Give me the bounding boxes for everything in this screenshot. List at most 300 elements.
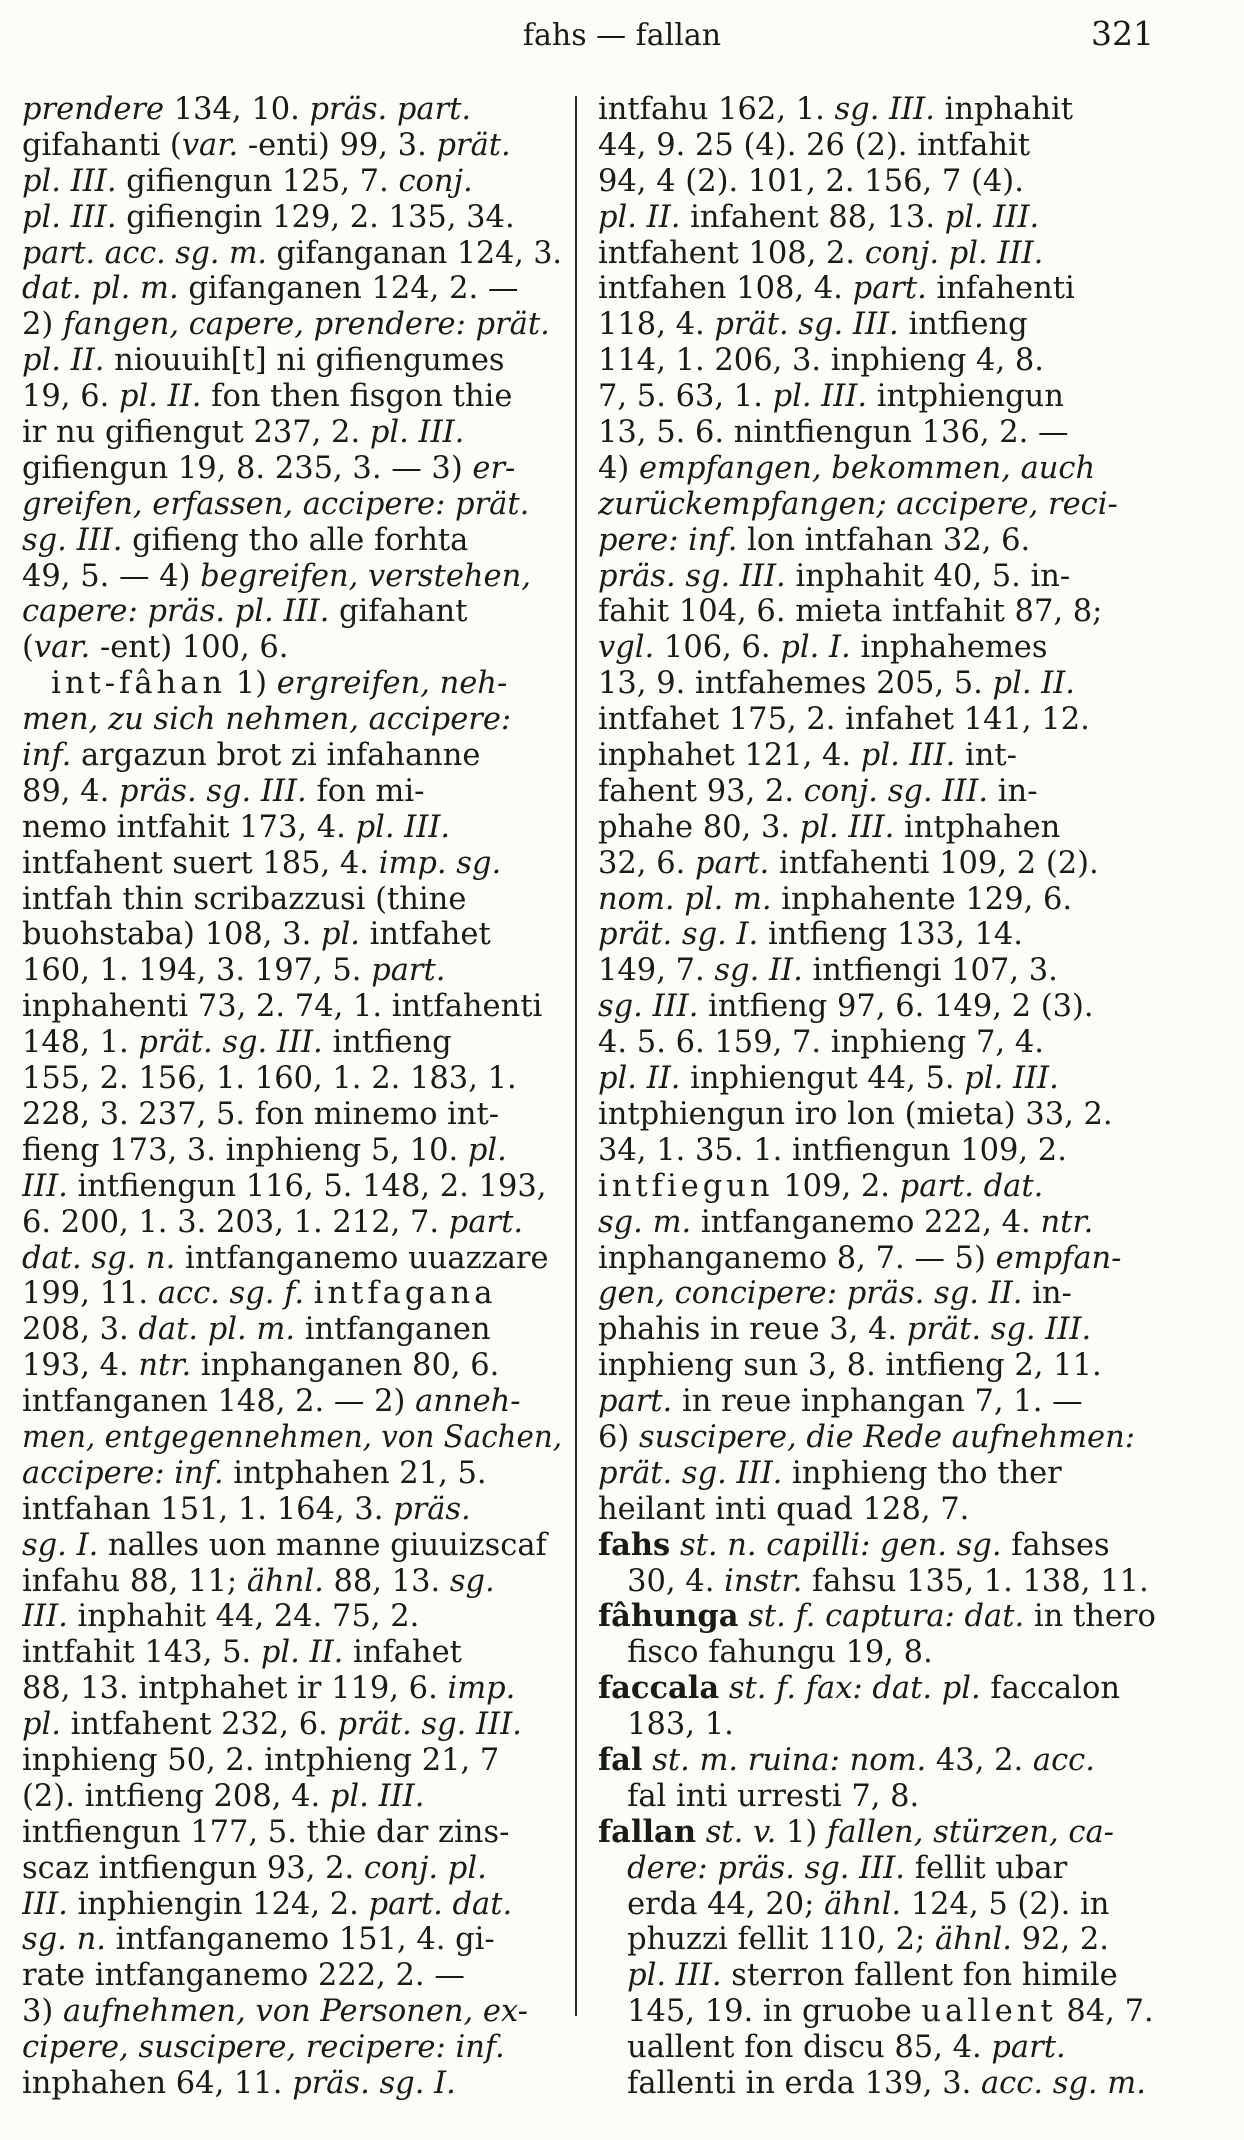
text-segment: intfanganen [295, 1312, 491, 1348]
text-line [22, 1312, 562, 1348]
text-segment: sg. n. [22, 1922, 106, 1958]
text-segment: sterron fallent fon himile [721, 1958, 1118, 1994]
headword: fallan [598, 1814, 696, 1850]
text-line [598, 702, 1158, 738]
text-segment: argazun brot zi infahanne [71, 738, 481, 774]
text-segment: pl. II. [260, 1635, 344, 1671]
text-segment: imp. [447, 1671, 516, 1707]
headword: faccala [598, 1671, 720, 1707]
text-segment: 32, 6. [598, 845, 695, 881]
text-line [598, 1241, 1158, 1277]
text-segment: 88, 13. [323, 1563, 450, 1599]
text-segment [696, 1815, 706, 1850]
text-line [598, 882, 1158, 918]
text-segment: inphieng 50, 2. intphieng 21, 7 [22, 1742, 500, 1778]
text-line [598, 200, 1158, 236]
text-segment: intfahent 108, 2. [598, 235, 865, 271]
text-segment: inphahit [934, 92, 1074, 127]
text-line [22, 343, 562, 379]
text-segment: intfiengun 177, 5. thie dar zins- [22, 1814, 510, 1850]
text-segment: men, zu sich nehmen, accipere: [22, 702, 512, 738]
text-segment: fieng 173, 3. inphieng 5, 10. [22, 1132, 468, 1168]
text-line [598, 666, 1158, 702]
text-segment: gifanganan 124, 3. [266, 235, 562, 271]
text-line [598, 523, 1158, 559]
text-segment: präs. sg. I. [292, 2065, 456, 2101]
text-segment: fahit 104, 6. mieta intfahit 87, 8; [598, 594, 1103, 630]
text-line [22, 164, 562, 200]
text-segment: fahent 93, 2. [598, 773, 804, 809]
text-segment: int-fâhan [51, 666, 226, 702]
text-line [598, 379, 1158, 415]
text-segment: begreifen, verstehen, [200, 558, 531, 594]
text-line [22, 738, 562, 774]
text-segment: pl. III. [22, 199, 117, 235]
text-segment: accipere: inf. [22, 1455, 224, 1491]
text-segment: infahenti [926, 271, 1075, 307]
text-segment: fahsu 135, 1. 138, 11. [802, 1563, 1149, 1599]
text-segment: part. [695, 845, 770, 881]
text-line [598, 451, 1158, 487]
text-line [598, 1133, 1158, 1169]
text-segment: sg. III. [834, 92, 935, 127]
text-segment: intfahen 108, 4. [598, 271, 853, 307]
text-segment [598, 1958, 627, 1993]
text-segment: dat. pl. m. [138, 1312, 296, 1348]
text-line [598, 846, 1158, 882]
text-line [598, 1994, 1158, 2030]
text-segment: ähnl. [246, 1563, 324, 1599]
text-segment: ir nu gifiengut 237, 2. [22, 415, 370, 451]
text-line [598, 1061, 1158, 1097]
text-segment: st. v. [705, 1814, 777, 1850]
text-segment: intfahan 151, 1. 164, 3. [22, 1491, 394, 1527]
text-segment: empfangen, bekommen, auch [639, 450, 1096, 486]
text-line [22, 415, 562, 451]
text-line [22, 523, 562, 559]
text-line [598, 1599, 1158, 1635]
text-segment: pl. I. [780, 630, 851, 666]
text-segment: intphiengun iro lon (mieta) 33, 2. [598, 1096, 1113, 1132]
text-line [22, 882, 562, 918]
text-segment: prät. sg. III. [138, 1025, 323, 1061]
text-segment: pl. [467, 1132, 507, 1168]
text-segment: pl. [22, 1707, 61, 1743]
text-segment: sg. II. [714, 953, 803, 989]
text-line [22, 271, 562, 307]
text-segment: 149, 7. [598, 953, 715, 989]
text-segment: er- [472, 450, 516, 486]
text-segment: st. f. captura: dat. [748, 1599, 1025, 1635]
text-line [22, 1958, 562, 1994]
text-segment: scaz intfiengun 93, 2. [22, 1850, 364, 1886]
text-segment: intfiengun 116, 5. 148, 2. 193, [67, 1168, 547, 1204]
text-segment: empfan- [995, 1240, 1122, 1276]
text-segment: st. n. capilli: gen. sg. [679, 1527, 1002, 1563]
text-segment: intfieng [898, 307, 1028, 343]
text-segment: sg. III. [598, 989, 699, 1025]
text-line [22, 1671, 562, 1707]
text-line [22, 630, 562, 666]
text-line [22, 2066, 562, 2102]
text-segment: part. [991, 2030, 1066, 2066]
text-segment [304, 1276, 314, 1311]
text-segment: ntr. [1040, 1204, 1094, 1240]
text-segment: 118, 4. [598, 307, 715, 343]
text-line [598, 1025, 1158, 1061]
text-segment: pl. III. [355, 809, 451, 845]
text-segment: inphahente 129, 6. [771, 881, 1073, 917]
text-segment: inphahemes [850, 630, 1048, 666]
text-line [22, 2030, 562, 2066]
text-segment: pl. [320, 917, 360, 953]
text-segment: fangen, capere, prendere: prät. [63, 307, 550, 343]
text-line [598, 774, 1158, 810]
text-segment: ähnl. [824, 1886, 902, 1922]
text-segment: fallen, stürzen, ca- [827, 1814, 1114, 1850]
text-line [598, 1743, 1158, 1779]
text-segment: anneh- [415, 1384, 521, 1420]
text-segment: part. acc. sg. m. [22, 235, 267, 271]
text-segment: inphahet 121, 4. [598, 738, 861, 774]
text-segment: intfanganemo 222, 4. [691, 1204, 1041, 1240]
text-segment: heilant inti quad 128, 7. [598, 1491, 970, 1527]
text-segment: 88, 13. intphahet ir 119, 6. [22, 1671, 448, 1707]
text-segment: 193, 4. [22, 1348, 139, 1384]
text-line [598, 92, 1158, 128]
text-segment: gen, concipere: präs. sg. II. [598, 1276, 1023, 1312]
text-segment: inphanganen 80, 6. [191, 1348, 500, 1384]
text-segment: prät. sg. III. [598, 1455, 783, 1491]
headword: fahs [598, 1527, 671, 1563]
text-line [22, 1564, 562, 1600]
text-segment: 43, 2. [926, 1742, 1033, 1778]
text-segment: aufnehmen, von Personen, ex- [63, 1994, 528, 2030]
page-header [0, 14, 1244, 58]
text-segment: 44, 9. 25 (4). 26 (2). intfahit [598, 127, 1030, 163]
text-segment [642, 1743, 652, 1778]
text-line [598, 917, 1158, 953]
text-segment: 13, 5. 6. nintfiengun 136, 2. — [598, 415, 1069, 451]
text-segment: 49, 5. — 4) [22, 558, 201, 594]
text-segment: intfanganemo 151, 4. gi- [105, 1922, 495, 1958]
text-segment: infahet [343, 1635, 462, 1671]
text-segment: inphahenti 73, 2. 74, 1. intfahenti [22, 989, 543, 1025]
text-segment: intfah thin scribazzusi (thine [22, 881, 467, 917]
text-segment: 148, 1. [22, 1025, 139, 1061]
text-line [22, 1635, 562, 1671]
text-line [598, 128, 1158, 164]
text-segment: phahe 80, 3. [598, 809, 800, 845]
text-line [22, 1492, 562, 1528]
text-segment: inphiengut 44, 5. [680, 1061, 965, 1097]
text-segment: präs. part. [309, 92, 472, 127]
text-segment: faccalon [980, 1671, 1120, 1707]
text-segment: (2). intfieng 208, 4. [22, 1778, 330, 1814]
text-segment: inphanganemo 8, 7. — 5) [598, 1240, 996, 1276]
text-segment: präs. sg. III. [119, 773, 307, 809]
text-segment: in thero [1024, 1599, 1156, 1635]
text-segment: inphahit 40, 5. in- [785, 558, 1071, 594]
column-divider [575, 96, 577, 2016]
running-title: fahs — fallan [522, 18, 722, 53]
text-line [22, 1815, 562, 1851]
text-segment [670, 1528, 680, 1563]
text-segment [719, 1671, 729, 1706]
text-segment: prät. sg. I. [598, 917, 759, 953]
text-line [22, 1169, 562, 1205]
text-segment: fon then fisgon thie [201, 379, 513, 415]
text-segment: pl. III. [799, 809, 895, 845]
text-segment: 160, 1. 194, 3. 197, 5. [22, 953, 372, 989]
text-segment: fahses [1001, 1527, 1110, 1563]
text-segment: gifanganen 124, 2. — [178, 271, 519, 307]
text-line [22, 989, 562, 1025]
text-segment: intfahit 143, 5. [22, 1635, 261, 1671]
text-segment: nemo intfahit 173, 4. [22, 809, 356, 845]
text-line [22, 92, 562, 128]
text-line [598, 1097, 1158, 1133]
text-segment: dat. sg. n. [22, 1240, 176, 1276]
text-segment: conj. sg. III. [803, 773, 989, 809]
text-segment: ntr. [138, 1348, 192, 1384]
text-segment: fallenti in erda 139, 3. [598, 2065, 981, 2101]
text-segment: inf. [22, 738, 72, 774]
text-segment: intfanganen 148, 2. — 2) [22, 1384, 416, 1420]
text-line [598, 2066, 1158, 2102]
text-segment: intfanganemo uuazzare [175, 1240, 549, 1276]
page-number: 321 [1091, 14, 1154, 53]
text-segment: nom. pl. m. [598, 881, 772, 917]
text-segment: phuzzi fellit 110, 2; [598, 1922, 936, 1958]
text-segment: gifieng tho alle forhta [122, 522, 469, 558]
text-segment: gifiengin 129, 2. 135, 34. [116, 199, 515, 235]
text-line [22, 1456, 562, 1492]
text-segment: 94, 4 (2). 101, 2. 156, 7 (4). [598, 163, 1024, 199]
text-segment: III. [22, 1168, 68, 1204]
text-segment: suscipere, die Rede aufnehmen: [639, 1419, 1136, 1455]
text-segment: part. [852, 271, 927, 307]
text-line [598, 1887, 1158, 1923]
text-segment: 183, 1. [598, 1707, 734, 1743]
text-segment: pl. III. [369, 415, 465, 451]
text-line [22, 666, 562, 702]
text-segment: pl. III. [772, 379, 868, 415]
text-segment: inphiengin 124, 2. [67, 1886, 369, 1922]
text-segment: -enti) 99, 3. [238, 127, 437, 163]
text-segment: gifahanti ( [22, 127, 182, 163]
text-line [598, 1528, 1158, 1564]
text-line [22, 559, 562, 595]
text-line [598, 236, 1158, 272]
text-segment: pl. III. [329, 1778, 425, 1814]
text-segment: 92, 2. [1011, 1922, 1109, 1958]
text-line [598, 1707, 1158, 1743]
text-segment: inphahen 64, 11. [22, 2065, 293, 2101]
text-segment: infahent 88, 13. [680, 199, 945, 235]
text-segment: vgl. [598, 630, 655, 666]
text-segment: part. [448, 1204, 524, 1240]
text-segment: dat. pl. m. [22, 271, 179, 307]
text-segment: fon mi- [306, 773, 425, 809]
text-line [598, 1635, 1158, 1671]
text-segment: III. [22, 1599, 68, 1635]
text-segment: intphahen [894, 809, 1061, 845]
text-line [22, 1061, 562, 1097]
text-segment: 208, 3. [22, 1312, 139, 1348]
text-segment: intfagana [313, 1276, 497, 1312]
text-line [598, 953, 1158, 989]
text-line [22, 917, 562, 953]
text-segment: st. f. fax: dat. pl. [728, 1671, 981, 1707]
text-line [598, 1815, 1158, 1851]
text-segment: 114, 1. 206, 3. inphieng 4, 8. [598, 343, 1044, 379]
text-segment: acc. sg. f. [157, 1276, 305, 1312]
text-segment: part. dat. [368, 1886, 513, 1922]
text-line [22, 1851, 562, 1887]
text-line [598, 1276, 1158, 1312]
text-segment: uallent [921, 1994, 1057, 2030]
text-segment: 1) [776, 1814, 828, 1850]
text-line [598, 1312, 1158, 1348]
headword: fal [598, 1742, 643, 1778]
text-segment: 13, 9. intfahemes 205, 5. [598, 666, 993, 702]
text-segment: 4. 5. 6. 159, 7. inphieng 7, 4. [598, 1025, 1044, 1061]
text-line [22, 1384, 562, 1420]
text-segment: fisco fahungu 19, 8. [598, 1635, 933, 1671]
text-segment: pl. III. [944, 199, 1040, 235]
text-line [22, 1743, 562, 1779]
text-segment: part. dat. [899, 1168, 1044, 1204]
text-line [598, 1779, 1158, 1815]
text-segment: part. [598, 1384, 673, 1420]
text-segment: 109, 2. [773, 1168, 900, 1204]
text-line [598, 1492, 1158, 1528]
headword: fâhunga [598, 1599, 739, 1635]
text-line [22, 953, 562, 989]
text-segment: st. m. ruina: nom. [652, 1742, 927, 1778]
text-line [22, 1420, 562, 1456]
left-column [22, 92, 562, 2102]
text-line [22, 1097, 562, 1133]
text-segment: prät. sg. III. [714, 307, 899, 343]
text-line [598, 989, 1158, 1025]
text-segment: intfieng 133, 14. [758, 917, 1023, 953]
text-line [22, 1276, 562, 1312]
text-segment: -ent) 100, 6. [90, 630, 289, 666]
text-segment: erda 44, 20; [598, 1886, 825, 1922]
text-segment: präs. [393, 1491, 471, 1527]
text-line [598, 594, 1158, 630]
text-segment: sg. I. [22, 1527, 99, 1563]
text-line [598, 487, 1158, 523]
text-segment: intfahenti 109, 2 (2). [769, 845, 1099, 881]
text-line [22, 1922, 562, 1958]
text-segment: buohstaba) 108, 3. [22, 917, 321, 953]
text-segment: 19, 6. [22, 379, 119, 415]
text-segment: pere: inf. [598, 522, 738, 558]
text-segment: acc. [1032, 1742, 1095, 1778]
text-segment: 4) [598, 450, 639, 486]
text-line [22, 594, 562, 630]
text-line [598, 164, 1158, 200]
text-line [22, 1994, 562, 2030]
text-segment [739, 1599, 749, 1634]
text-segment: intfahet 175, 2. infahet 141, 12. [598, 702, 1090, 738]
right-column [598, 92, 1158, 2102]
text-segment: 124, 5 (2). in [901, 1886, 1110, 1922]
text-segment [22, 666, 51, 701]
text-segment: instr. [724, 1563, 803, 1599]
text-line [598, 1922, 1158, 1958]
text-segment: prät. [436, 127, 511, 163]
text-line [22, 1707, 562, 1743]
text-segment: pl. III. [964, 1061, 1059, 1097]
text-segment: intfahent suert 185, 4. [22, 845, 379, 881]
text-line [22, 810, 562, 846]
text-line [22, 1025, 562, 1061]
text-segment: var. [33, 630, 91, 666]
text-segment: pl. II. [22, 343, 105, 379]
text-segment: 2) [22, 307, 63, 343]
text-segment: imp. sg. [378, 845, 502, 881]
text-segment: in- [1022, 1276, 1072, 1312]
text-segment: prät. sg. III. [337, 1707, 522, 1743]
text-line [22, 1133, 562, 1169]
text-segment: intphahen 21, 5. [223, 1455, 487, 1491]
text-segment: prät. sg. III. [906, 1312, 1092, 1348]
text-segment: phahis in reue 3, 4. [598, 1312, 907, 1348]
text-segment: part. [371, 953, 446, 989]
text-segment: 84, 7. [1056, 1994, 1154, 2030]
text-segment: acc. sg. m. [981, 2065, 1146, 2101]
text-segment: intfiengi 107, 3. [802, 953, 1058, 989]
text-segment: intfieng 97, 6. 149, 2 (3). [698, 989, 1094, 1025]
text-segment: gifiengun 19, 8. 235, 3. — 3) [22, 450, 473, 486]
text-segment: dere: präs. sg. III. [627, 1850, 906, 1886]
text-segment: fellit ubar [905, 1850, 1068, 1886]
text-line [598, 1671, 1158, 1707]
text-segment: conj. pl. III. [864, 235, 1044, 271]
text-segment: greifen, erfassen, accipere: prät. [22, 486, 530, 522]
text-segment: niouuih[t] ni gifiengumes [104, 343, 505, 379]
text-segment: pl. III. [627, 1958, 722, 1994]
text-segment: nalles uon manne giuuizscaf [98, 1527, 547, 1563]
text-segment: rate intfanganemo 222, 2. — [22, 1958, 465, 1994]
text-segment: in- [988, 773, 1038, 809]
text-line [598, 1564, 1158, 1600]
text-segment: men, entgegennehmen, von Sachen, [22, 1419, 562, 1455]
text-line [598, 1851, 1158, 1887]
text-segment: intfieng [322, 1025, 452, 1061]
text-segment: 7, 5. 63, 1. [598, 379, 773, 415]
text-line [598, 307, 1158, 343]
text-line [22, 307, 562, 343]
text-segment: var. [181, 127, 239, 163]
text-line [22, 1241, 562, 1277]
text-segment: inphieng tho ther [782, 1455, 1062, 1491]
text-segment: capere: präs. pl. III. [22, 594, 330, 630]
text-segment: sg. III. [22, 522, 123, 558]
text-segment: inphieng sun 3, 8. intfieng 2, 11. [598, 1348, 1102, 1384]
text-line [22, 1205, 562, 1241]
text-line [22, 1528, 562, 1564]
text-line [598, 343, 1158, 379]
text-segment: 3) [22, 1994, 63, 2030]
text-segment: inphahit 44, 24. 75, 2. [67, 1599, 420, 1635]
text-segment: ergreifen, neh- [276, 666, 508, 702]
text-line [22, 451, 562, 487]
